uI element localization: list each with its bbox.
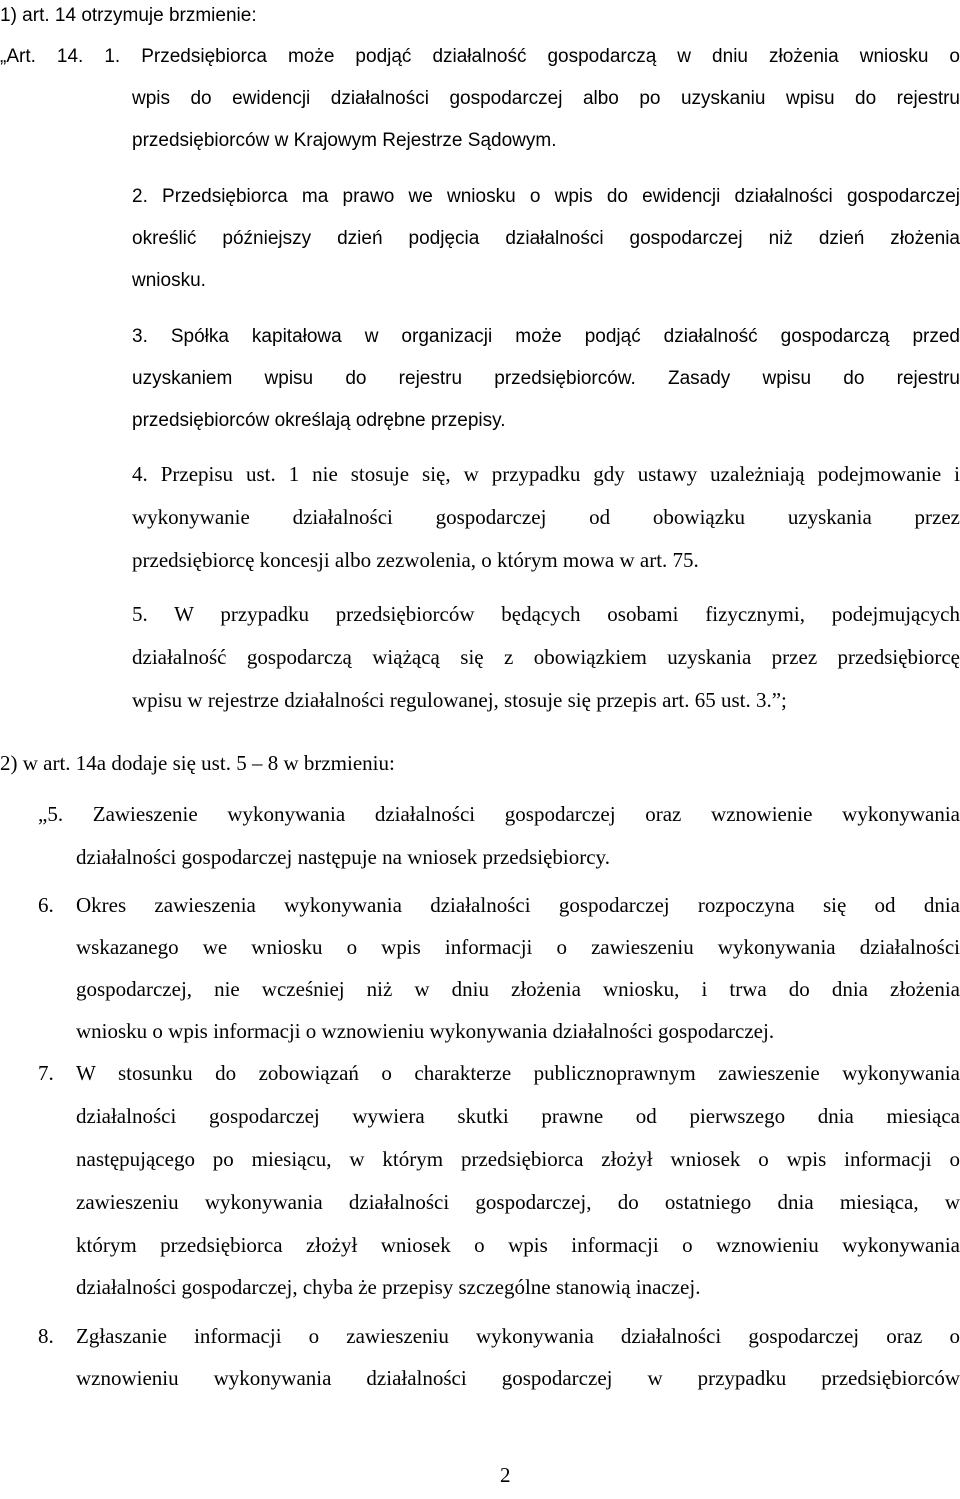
art-14a-ust-7-line-2: działalności gospodarczej wywiera skutki prawne od pierwszego dnia miesiąca [76, 1104, 960, 1128]
page-number: 2 [500, 1463, 511, 1487]
art-14a-ust-7-line-6: działalności gospodarczej, chyba że przepisy szczególne stanowią inaczej. [76, 1275, 701, 1299]
art-14-ust-5-line-3: wpisu w rejestrze działalności regulowanej, stosuje się przepis art. 65 ust. 3.”; [132, 688, 787, 712]
art-14-ust-4-line-3: przedsiębiorcę koncesji albo zezwolenia, o którym mowa w art. 75. [132, 548, 699, 572]
art-14a-ust-7-line-1: W stosunku do zobowiązań o charakterze publicznoprawnym zawieszenie wykonywania [76, 1061, 960, 1085]
art-14-ust-5-line-2: działalność gospodarczą wiążącą się z obowiązkiem uzyskania przez przedsiębiorcę [132, 645, 960, 669]
art-14a-ust-7-line-4: zawieszeniu wykonywania działalności gospodarczej, do ostatniego dnia miesiąca, w [76, 1190, 960, 1214]
art-14-ust-3-line-3: przedsiębiorców określają odrębne przepisy. [132, 410, 506, 431]
art-14a-ust-7-number: 7. [38, 1061, 54, 1085]
item-2-header: 2) w art. 14a dodaje się ust. 5 – 8 w brzmieniu: [0, 751, 395, 775]
art-14a-ust-8-number: 8. [38, 1324, 54, 1348]
art-14a-ust-8-line-2: wznowieniu wykonywania działalności gospodarczej w przypadku przedsiębiorców [76, 1366, 960, 1390]
art-14a-ust-5-line-2: działalności gospodarczej następuje na wniosek przedsiębiorcy. [76, 845, 610, 869]
art-14-ust-5-line-1: 5. W przypadku przedsiębiorców będących osobami fizycznymi, podejmujących [132, 602, 960, 626]
art-14a-ust-5-line-1: „5. Zawieszenie wykonywania działalności gospodarczej oraz wznowienie wykonywania [38, 802, 960, 826]
art-14-ust-2-line-1: 2. Przedsiębiorca ma prawo we wniosku o wpis do ewidencji działalności gospodarczej [132, 186, 960, 207]
art-14a-ust-7-line-3: następującego po miesiącu, w którym przedsiębiorca złożył wniosek o wpis informacji o [76, 1147, 960, 1171]
art-14a-ust-6-number: 6. [38, 893, 54, 917]
art-14-ust-3-line-2: uzyskaniem wpisu do rejestru przedsiębiorców. Zasady wpisu do rejestru [132, 368, 960, 389]
art-14a-ust-6-line-1: Okres zawieszenia wykonywania działalności gospodarczej rozpoczyna się od dnia [76, 893, 960, 917]
art-14-ust-4-line-1: 4. Przepisu ust. 1 nie stosuje się, w przypadku gdy ustawy uzależniają podejmowanie i [132, 462, 960, 486]
art-14a-ust-6-line-3: gospodarczej, nie wcześniej niż w dniu złożenia wniosku, i trwa do dnia złożenia [76, 977, 960, 1001]
art-14a-ust-8-line-1: Zgłaszanie informacji o zawieszeniu wykonywania działalności gospodarczej oraz o [76, 1324, 960, 1348]
item-1-header: 1) art. 14 otrzymuje brzmienie: [0, 5, 257, 26]
art-14a-ust-6-line-2: wskazanego we wniosku o wpis informacji o zawieszeniu wykonywania działalności [76, 935, 960, 959]
art-14a-ust-7-line-5: którym przedsiębiorca złożył wniosek o wpis informacji o wznowieniu wykonywania [76, 1233, 960, 1257]
art-14-ust-4-line-2: wykonywanie działalności gospodarczej od obowiązku uzyskania przez [132, 505, 960, 529]
art-14-ust-1-line-2: wpis do ewidencji działalności gospodarczej albo po uzyskaniu wpisu do rejestru [132, 88, 960, 109]
art-14-ust-3-line-1: 3. Spółka kapitałowa w organizacji może podjąć działalność gospodarczą przed [132, 326, 960, 347]
art-14-ust-1-line-3: przedsiębiorców w Krajowym Rejestrze Sądowym. [132, 130, 557, 151]
art-14a-ust-6-line-4: wniosku o wpis informacji o wznowieniu wykonywania działalności gospodarczej. [76, 1019, 775, 1043]
art-14-ust-2-line-3: wniosku. [132, 270, 206, 291]
art-14-ust-1-line-1: „Art. 14. 1. Przedsiębiorca może podjąć działalność gospodarczą w dniu złożenia wniosku o [0, 46, 960, 67]
art-14-ust-2-line-2: określić późniejszy dzień podjęcia działalności gospodarczej niż dzień złożenia [132, 228, 960, 249]
